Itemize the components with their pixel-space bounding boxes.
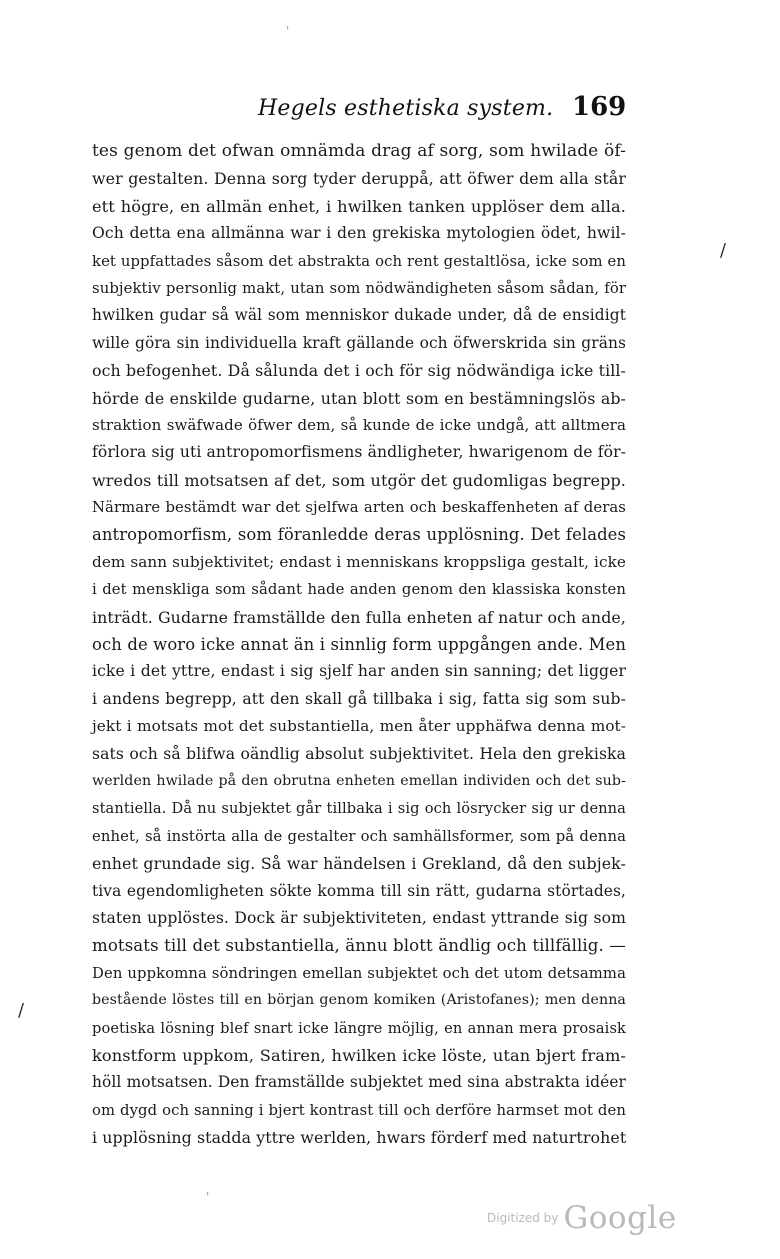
text-line: subjektiv personlig makt, utan som nödwändigheten såsom sådan, för	[92, 279, 626, 297]
text-line: om dygd och sanning i bjert kontrast till och derföre harmset mot den	[92, 1101, 626, 1119]
text-line: enhet, så instörta alla de gestalter och samhällsformer, som på denna	[92, 827, 626, 845]
watermark-logo: Google	[563, 1200, 677, 1236]
text-line: höll motsatsen. Den framställde subjektet med sina abstrakta idéer	[92, 1073, 626, 1092]
text-line: jekt i motsats mot det substantiella, men åter upphäfwa denna mot-	[92, 717, 626, 736]
text-line: sats och så blifwa oändlig absolut subjektivitet. Hela den grekiska	[92, 744, 626, 763]
text-line: inträdt. Gudarne framställde den fulla enheten af natur och ande,	[92, 607, 626, 627]
text-line: Den uppkomna söndringen emellan subjektet och det utom detsamma	[92, 964, 626, 982]
text-line: straktion swäfwade öfwer dem, så kunde de icke undgå, att alltmera	[92, 415, 626, 434]
text-line: icke i det yttre, endast i sig sjelf har anden sin sanning; det ligger	[92, 662, 626, 681]
text-line: motsats till det substantiella, ännu blott ändlig och tillfällig. —	[92, 936, 626, 956]
text-line: wredos till motsatsen af det, som utgör det gudomligas begrepp.	[92, 470, 626, 490]
text-line: och befogenhet. Då sålunda det i och för sig nödwändiga icke till-	[92, 361, 626, 381]
digitized-watermark	[487, 1200, 677, 1236]
text-line: Närmare bestämdt war det sjelfwa arten och beskaffenheten af deras	[92, 499, 626, 517]
margin-mark: /	[720, 240, 727, 261]
text-line: antropomorfism, som föranledde deras upplösning. Det felades	[92, 525, 626, 545]
text-line: tes genom det ofwan omnämda drag af sorg, som hwilade öf-	[92, 141, 626, 161]
margin-mark: '	[286, 24, 290, 38]
text-line: bestående löstes till en början genom komiken (Aristofanes); men denna	[92, 992, 626, 1009]
text-line: i upplösning stadda yttre werlden, hwars förderf med naturtrohet	[92, 1128, 627, 1148]
text-line: hörde de enskilde gudarne, utan blott som en bestämningslös ab-	[92, 388, 626, 408]
text-line: i andens begrepp, att den skall gå tillbaka i sig, fatta sig som sub-	[92, 689, 626, 708]
text-line: ket uppfattades såsom det abstrakta och rent gestaltlösa, icke som en	[92, 252, 626, 270]
text-line: hwilken gudar så wäl som menniskor dukade under, då de ensidigt	[92, 306, 626, 325]
text-line: Och detta ena allmänna war i den grekiska mytologien ödet, hwil-	[92, 224, 626, 243]
text-line: poetiska lösning blef snart icke längre möjlig, en annan mera prosaisk	[92, 1019, 626, 1037]
margin-mark: '	[206, 1190, 210, 1204]
text-line: och de woro icke annat än i sinnlig form uppgången ande. Men	[92, 635, 626, 655]
text-line: staten upplöstes. Dock är subjektiviteten, endast yttrande sig som	[92, 908, 626, 927]
text-line: förlora sig uti antropomorfismens ändligheter, hwarigenom de för-	[92, 443, 626, 462]
text-line: wer gestalten. Denna sorg tyder deruppå, att öfwer dem alla står	[92, 169, 626, 189]
text-line: werlden hwilade på den obrutna enheten emellan individen och det sub-	[92, 772, 626, 789]
text-line: dem sann subjektivitet; endast i menniskans kroppsliga gestalt, icke	[92, 552, 626, 571]
text-line: stantiella. Då nu subjektet går tillbaka i sig och lösrycker sig ur denna	[92, 800, 626, 818]
text-line: enhet grundade sig. Så war händelsen i Grekland, då den subjek-	[92, 854, 626, 874]
watermark-prefix: Digitized by	[487, 1211, 559, 1225]
text-line: tiva egendomligheten sökte komma till sin rätt, gudarna störtades,	[92, 881, 626, 900]
text-line: konstform uppkom, Satiren, hwilken icke löste, utan bjert fram-	[92, 1045, 626, 1065]
text-line: wille göra sin individuella kraft gällande och öfwerskrida sin gräns	[92, 333, 626, 352]
page-number: 169	[572, 92, 627, 122]
body-text	[92, 138, 626, 1151]
text-line: i det menskliga som sådant hade anden genom den klassiska konsten	[92, 581, 626, 599]
running-head: Hegels esthetiska system.	[258, 96, 554, 121]
text-line: ett högre, en allmän enhet, i hwilken tanken upplöser dem alla.	[92, 196, 626, 216]
margin-mark: /	[18, 1000, 25, 1021]
